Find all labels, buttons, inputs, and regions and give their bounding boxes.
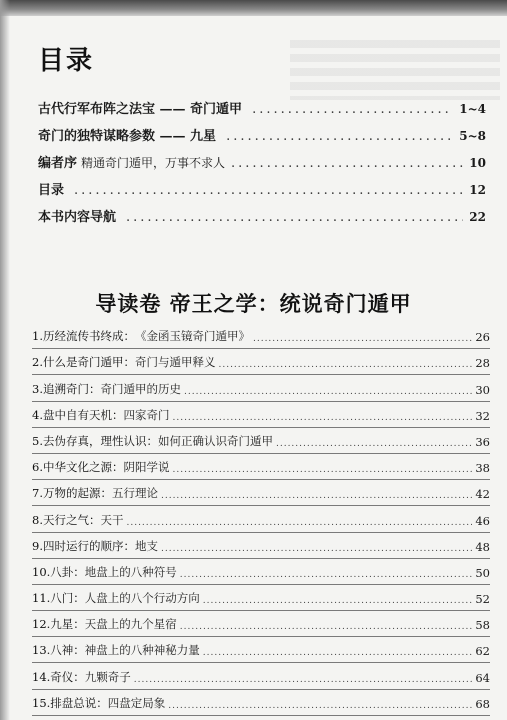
entry-heading: 去伪存真，理性认识： [42,433,158,448]
entry-heading: 万物的起源： [42,486,112,501]
leader-dots [172,413,472,423]
leader-dots [172,465,472,475]
entry-number: 13. [32,643,51,658]
entry-subtitle: 神盘上的八种神秘力量 [84,643,200,658]
leader-dots [203,648,473,658]
entry-number: 14. [32,669,51,684]
page-title: 目录 [38,46,95,76]
entry-subtitle: 阴阳学说 [123,460,170,475]
leader-dots [253,334,472,344]
entry-subtitle: 地支 [134,538,158,553]
entry-subtitle: 人盘上的八个行动方向 [84,591,200,606]
toc-entry[interactable] [32,663,490,689]
bleed-through-text [290,40,500,100]
leader-dots [180,570,473,580]
entry-subtitle: 奇门遁甲的历史 [100,381,181,396]
entry-page: 46 [475,513,490,528]
entry-number: 4. [32,407,43,422]
entry-number: 5. [32,433,43,448]
leader-dots [134,675,473,685]
entry-number: 10. [32,564,51,579]
entry-heading: 中华文化之源： [42,460,124,475]
leader-dots [203,596,473,606]
entry-heading: 什么是奇门遁甲： [42,355,135,370]
front-matter-page: 1~4 [459,102,486,116]
leader-dots [218,360,472,370]
entry-page: 30 [475,382,490,397]
front-matter-item[interactable] [38,179,486,206]
front-matter-subtitle: 精通奇门遁甲，万事不求人 [81,156,226,170]
front-matter-page: 12 [469,183,486,197]
entry-heading: 四时运行的顺序： [42,538,135,553]
section-title: 导读卷 帝王之学：统说奇门遁甲 [95,292,412,316]
toc-entry[interactable] [32,349,490,375]
toc-entry[interactable] [32,480,490,506]
entry-heading: 历经流传书终成： [42,329,135,344]
entry-number: 8. [32,512,43,527]
toc-entry[interactable] [32,375,490,401]
entry-page: 52 [475,592,490,607]
entry-page: 28 [475,356,490,371]
entry-page: 32 [475,408,490,423]
front-matter-list [38,98,486,233]
entry-number: 6. [32,460,43,475]
entry-subtitle: 奇门与遁甲释义 [134,355,216,370]
toc-entry[interactable] [32,585,490,611]
entry-number: 11. [32,591,51,606]
entry-page: 26 [475,330,490,345]
entry-heading: 追溯奇门： [42,381,101,396]
front-matter-item[interactable] [38,152,486,179]
toc-entry[interactable] [32,637,490,663]
entry-number: 2. [32,355,43,370]
entry-page: 68 [475,696,490,711]
leader-dots [226,129,453,144]
front-matter-page: 10 [469,156,486,170]
entry-number: 1. [32,329,43,344]
toc-entry[interactable] [32,533,490,559]
front-matter-item[interactable] [38,206,486,233]
front-matter-title: 古代行军布阵之法宝 —— 奇门遁甲 [38,102,243,117]
entry-subtitle: 四盘定局象 [107,695,166,710]
entry-page: 38 [475,461,490,476]
entry-heading: 天行之气： [42,512,101,527]
entry-heading: 八卦： [50,564,85,579]
leader-dots [180,622,473,632]
entry-heading: 盘中自有天机： [42,407,124,422]
entry-page: 50 [475,565,490,580]
entry-number: 9. [32,538,43,553]
entry-number: 7. [32,486,43,501]
leader-dots [161,544,472,554]
entry-number: 3. [32,381,43,396]
leader-dots [168,701,472,711]
front-matter-title: 奇门的独特谋略参数 —— 九星 [38,129,217,144]
leader-dots [126,518,472,528]
entry-subtitle: 《金函玉镜奇门遁甲》 [134,329,250,344]
entry-heading: 排盘总说： [50,695,108,710]
entry-page: 64 [475,670,490,685]
chapter-list [32,323,490,716]
entry-subtitle: 五行理论 [111,486,158,501]
leader-dots [252,102,453,117]
entry-subtitle: 天盘上的九个星宿 [84,617,177,632]
toc-entry[interactable] [32,428,490,454]
entry-subtitle: 地盘上的八种符号 [84,564,177,579]
front-matter-page: 22 [469,210,486,224]
entry-page: 42 [475,487,490,502]
front-matter-item[interactable] [38,125,486,152]
toc-entry[interactable] [32,402,490,428]
toc-entry[interactable] [32,611,490,637]
toc-entry[interactable] [32,454,490,480]
entry-page: 36 [475,434,490,449]
front-matter-title: 编者序 [38,156,78,171]
front-matter-page: 5~8 [459,129,486,143]
entry-subtitle: 如何正确认识奇门遁甲 [157,433,273,448]
entry-page: 48 [475,539,490,554]
leader-dots [231,156,463,171]
front-matter-title: 目录 [38,183,65,198]
front-matter-item[interactable] [38,98,486,125]
entry-subtitle: 四家奇门 [123,407,170,422]
entry-heading: 八门： [50,591,85,606]
entry-heading: 八神： [50,643,85,658]
front-matter-title: 本书内容导航 [38,210,117,225]
toc-entry[interactable] [32,690,490,716]
entry-subtitle: 九颗奇子 [84,669,131,684]
entry-page: 58 [475,618,490,633]
leader-dots [161,491,472,501]
leader-dots [276,439,472,449]
entry-heading: 奇仪： [50,669,85,684]
toc-entry[interactable] [32,323,490,349]
toc-entry[interactable] [32,506,490,532]
entry-heading: 九星： [50,617,85,632]
entry-subtitle: 天干 [100,512,124,527]
entry-page: 62 [475,644,490,659]
entry-number: 12. [32,617,51,632]
entry-number: 15. [32,695,51,710]
toc-entry[interactable] [32,559,490,585]
leader-dots [184,387,472,397]
leader-dots [74,183,463,198]
leader-dots [126,210,463,225]
